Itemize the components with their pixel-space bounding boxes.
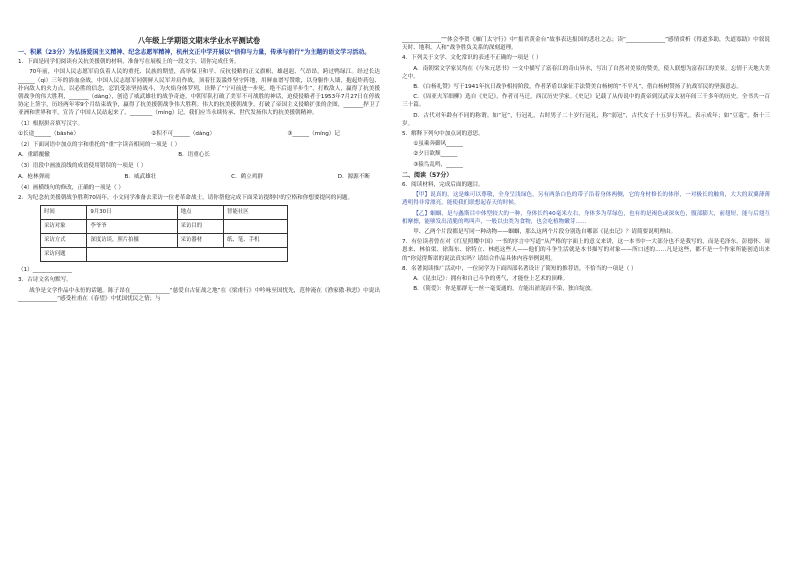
q1-sub4: （4）画横线句的修改，正确的一项是（ ） <box>18 184 125 191</box>
q2-intro: 2．为纪念抗美援朝战争胜利70周年，小文同学准备去采访一位老革命战士，请你帮他完成下面采访提纲中的空格和你想要提问的问题。 <box>18 195 354 202</box>
table-cell: 纸、笔、手机 <box>224 234 288 248</box>
option-d[interactable]: D．源源不断 <box>337 173 370 180</box>
q5: 5．解释下列句中加点词的意思。 <box>402 131 484 138</box>
q3-continued: ______________“”体会李贺《雁门太守行》中“报君黄金台”故事表达报国的悲壮之志；读“______________”感情赏析《得道多助，失道寡助》中叙说天时、地利、人和”战争胜负关系的深刻道理。 <box>402 37 770 52</box>
table-row <box>41 248 288 262</box>
table-cell: 采访器材 <box>177 234 223 248</box>
option-a[interactable]: A．枪林弹雨 <box>18 173 50 180</box>
answer-cell[interactable] <box>224 220 288 234</box>
table-cell: 9月30日 <box>87 206 177 220</box>
interview-outline-table <box>40 205 288 262</box>
q8-option-a[interactable]: A．《昆虫记》：拥有和自己斗争的勇气，才能登上艺术的顶峰。 <box>413 276 569 283</box>
q3-text: 战争是文学作品中永恒的话题。陈子昂在______________“慈爱自古征战之地”在《梁甫行》中吟咏至国忧先，范仲淹在《渔家傲·秋思》中说出______________“感受杜甫在《春望》中忧国忧民之情；与 <box>18 287 380 302</box>
q8: 8．名著阅读推广活动中，一位同学为下面四部名著设计了简短的推荐语，不恰当的一项是（ ） <box>402 265 637 272</box>
table-cell: 采访问题 <box>41 248 87 262</box>
option-b[interactable]: B．语重心长 <box>178 152 210 159</box>
blank-1[interactable]: ①长途______（bāshè） <box>18 130 80 137</box>
q4-option-a[interactable]: A．南朝梁文学家吴均在《与朱元思书》一文中描写了富春江的奇山异水，写出了自然对美景的赞美，使人联想为富春江的美景，忘情于天地大美之中。 <box>402 65 770 80</box>
q5-item-2[interactable]: ②夕日欲颓______ <box>413 151 458 158</box>
q4: 4．下列关于文学、文化常识的表述不正确的一项是（ ） <box>402 55 542 62</box>
q2-sub1[interactable]: （1）______________ <box>18 267 72 274</box>
q1-sub1: （1）根据拼音填写汉字。 <box>18 120 84 127</box>
option-c[interactable]: C．鹤立鸡群 <box>231 173 263 180</box>
section1-heading: 一、积累（23分）为弘扬爱国主义精神、纪念志愿军精神，杭州文正中学开展以“信仰与力量，传承与前行”为主题的语文学习活动。 <box>18 49 371 56</box>
answer-cell[interactable] <box>87 248 288 262</box>
table-cell: 采访目的 <box>177 220 223 234</box>
option-b[interactable]: B．威武雄壮 <box>124 173 157 180</box>
q5-item-1[interactable]: ①虽乘奔御风______ <box>413 141 463 148</box>
reading-passage-b: 【乙】蝈蝈，是与螽斯目中体型较大的一种，身体长约40毫米左右，身体多为草绿色，也有的是褐色或深灰色，腹部膨大，前翅短，能与后翅互相摩擦，能够发出清脆的鸣叫声，一般以虫类为食物，也会吃植物嫩芽…… <box>402 210 770 225</box>
exam-title: 八年级上学期语文期末学业水平测试卷 <box>137 36 261 45</box>
q3-heading: 3．古诗文名句默写。 <box>18 277 72 284</box>
left-column <box>18 36 380 305</box>
option-a[interactable]: A．重蹈覆辙 <box>18 152 50 159</box>
q1-passage: 70年前，中国人民志愿军肩负着人民的重托、民族的期望，高举保卫和平、反抗侵略的正义旗帜，雄赳赳、气昂昂，跨过鸭绿江。经过长达______（qì）三年的浴血奋战，中国人民志愿军同朝鲜人民军并肩作战，顶着狂轰滥炸坚守阵地，用鲜血谱写赞歌，以身躯作人墙，抱起炸药包、扑向敌人的火力点，以必胜的信念，忍饥受冻坚持战斗，为火焰身体罗列，诠释了“宁可前进一步死，绝不后退半步生”，打败敌人，赢得了抗美援朝战争的伟大胜利，_______（dàng），创造了威武雄壮的战争奇迹。中朝军队打破了美军不可战胜的神话，迫使侵略者于1953年7月27日在停战协定上签字，历经两年零9个月结束战争，赢得了抗美援朝战争伟大胜利。伟大的抗美援朝战争，打破了帝国主义侵略扩张的企图，_______捍卫了亚洲和世界和平，宣告了中国人民站起来了，________（míng）记，我们应当永续传承、世代发扬伟大的抗美援朝精神。 <box>18 69 380 117</box>
table-cell: 深度访谈，照片拍摄 <box>87 234 177 248</box>
q1-sub1-blanks <box>18 130 380 138</box>
q4-option-c[interactable]: C．《周亚夫军细柳》选自《史记》，作者司马迁，西汉历史学家。《史记》记载了从传说中的黄帝到汉武帝太初年间三千多年的历史，全书共一百三十篇。 <box>402 94 770 109</box>
q1-intro: 1．下面是同学们阅读有关抗美援朝的材料，准备写在展板上的一段文字，请你完成任务。 <box>18 59 240 66</box>
section2-heading: 二、阅读（57分） <box>402 171 453 179</box>
q6-sub: 甲、乙两个片段都是写同一种动物——蝈蝈，那么这两个片段分别选自哪部《昆虫记》？请简要说明理由。 <box>413 229 677 236</box>
q7: 7．有位读者曾在对《红星照耀中国》一书的序言中写道“从严格的字面上的意义来讲，这一本书中一大部分也不是我写的，而是毛泽东、彭德怀、周恩来、林伯渠、徐海东、徐特立、林彪这些人——他们的斗争生活就是本书描写的对象——所口述的……凡是这些，都不是一个作家所能创造出来的”你觉得斯诺的说法真实吗？请结合作品具体内容举例说明。 <box>402 239 770 262</box>
q1-sub2: （2）下面词语中加点的字和重托的“重”字读音相同的一项是（ ） <box>18 142 181 149</box>
blank-2[interactable]: ②积不可______（dàng） <box>151 130 216 137</box>
q1-sub3: （3）语段中画波浪线的成语使用错误的一项是（ ） <box>18 163 147 170</box>
q6-intro: 6．阅读材料，完成后面的题目。 <box>402 182 484 189</box>
table-cell: 采访方式 <box>41 234 87 248</box>
table-row <box>41 220 288 234</box>
q4-option-b[interactable]: B．《白杨礼赞》写于1941年抗日战争相持阶段，作者茅盾以象征手法赞美白杨树的“不平凡”，借白杨树赞扬了抗战军民的坚强意志。 <box>413 84 742 91</box>
table-cell: 地点 <box>177 206 223 220</box>
table-cell: 智能社区 <box>224 206 288 220</box>
reading-passage-a: 【甲】说真的，这是蛛可以尊敬，全身呈浅绿色，另有两条白色的带子沿着身体两侧，它的身材修长的体形，一对极长的触角，大大的双翼薄薄透明得非常漂亮，能使我们联想起春天的时候。 <box>402 192 770 207</box>
q4-option-d[interactable]: D．古代对年龄有不同的称谓。如“冠”，行冠礼，古时男子二十岁行冠礼，称“弱冠”，古代女子十五岁行笄礼，表示成年；如“豆蔻”，指十三岁。 <box>402 112 770 127</box>
table-row <box>41 206 288 220</box>
table-cell: 时间 <box>41 206 87 220</box>
q8-option-b[interactable]: B．《简爱》：你是那群无一丝一毫变通的，方能出淤泥而不染，独自绽放。 <box>413 286 597 293</box>
q1-sub3-options <box>18 173 380 181</box>
right-column <box>402 36 770 295</box>
q1-sub2-options <box>18 151 380 159</box>
table-cell: 采访对象 <box>41 220 87 234</box>
q5-item-3[interactable]: ③猿鸟乱鸣，______ <box>413 161 463 168</box>
blank-3[interactable]: ③______（míng）记 <box>287 130 340 137</box>
table-row <box>41 234 288 248</box>
table-cell: 李爷爷 <box>87 220 177 234</box>
